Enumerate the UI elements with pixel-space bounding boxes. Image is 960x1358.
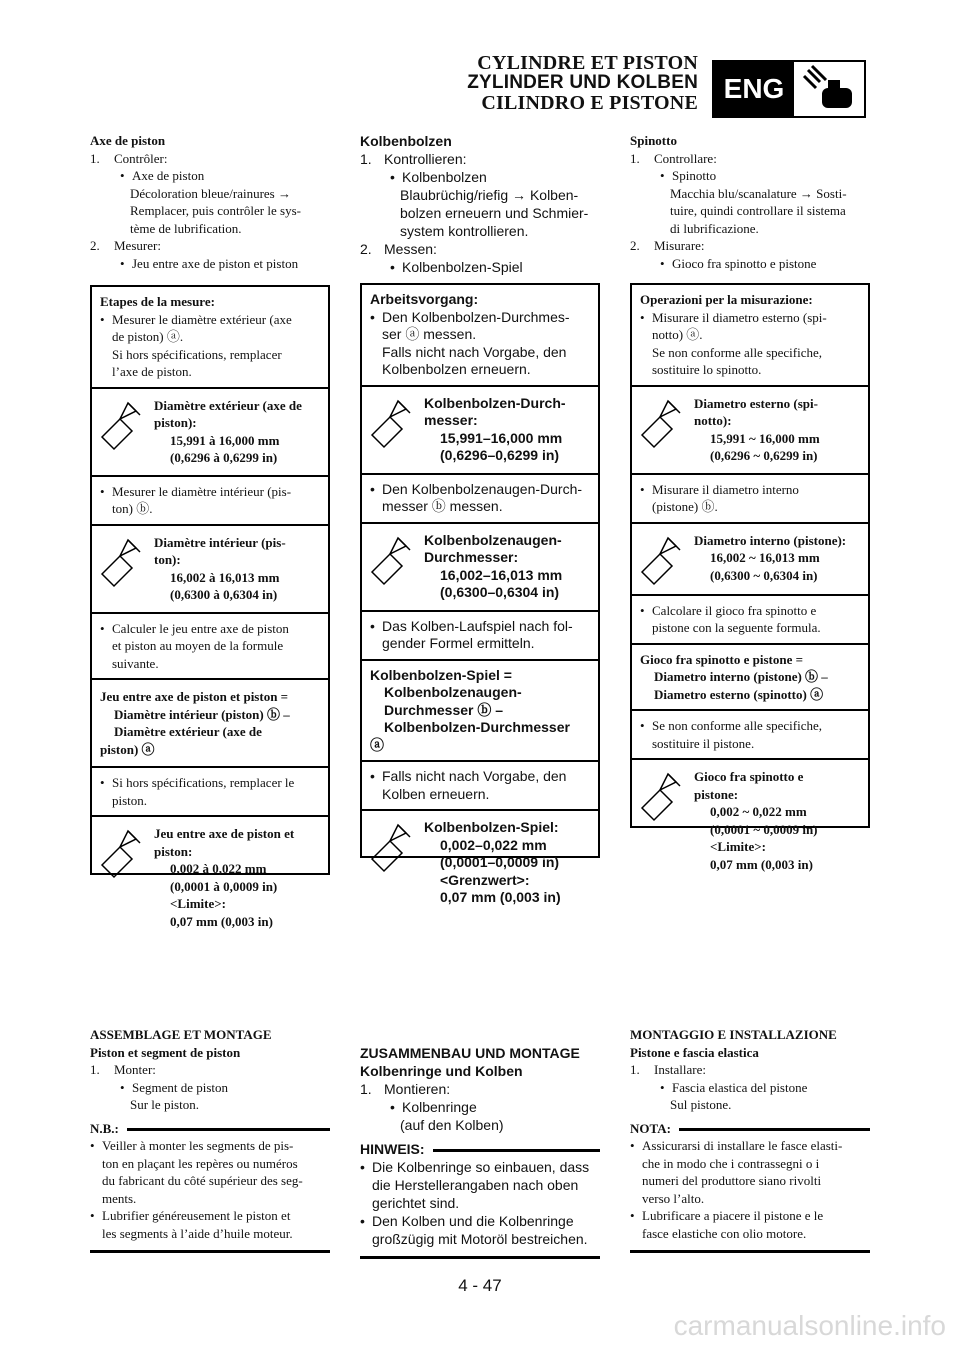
bullet: • — [100, 311, 105, 327]
caliper-icon — [98, 397, 146, 451]
note-text: Den Kolben und die Kolbenringe — [372, 1213, 574, 1229]
spec-value: 15,991–16,000 mm — [440, 429, 563, 446]
spec-value: 0,002 à 0,022 mm — [170, 861, 267, 876]
spec-value: <Grenzwert>: — [440, 871, 530, 888]
formula-text: Diametro interno (pistone) ⓑ – — [654, 669, 828, 684]
caliper-icon — [98, 825, 146, 879]
step-text: (auf den Kolben) — [400, 1117, 504, 1133]
box-text: Mesurer le diamètre intérieur (pis- — [112, 483, 292, 499]
spec-value: 0,07 mm (0,003 in) — [170, 913, 273, 929]
formula-text: Gioco fra spinotto e pistone = — [640, 651, 804, 667]
box-text: Den Kolbenbolzen-Durchmes- — [382, 308, 570, 325]
box-text: notto) ⓐ. — [652, 327, 703, 342]
bullet: • — [640, 481, 645, 497]
step-item: Jeu entre axe de piston et piston — [132, 255, 299, 271]
note-text: ments. — [102, 1190, 137, 1206]
eng-badge — [712, 60, 866, 118]
caliper-icon — [638, 532, 686, 586]
spec-label: Kolbenbolzen-Spiel: — [424, 819, 559, 835]
step-label: Montieren: — [384, 1081, 451, 1097]
assembly-de — [360, 1044, 600, 1259]
caliper-icon — [98, 534, 146, 588]
step-item: Fascia elastica del pistone — [672, 1079, 808, 1095]
box-title: Arbeitsvorgang: — [370, 291, 479, 307]
box-text: Si hors spécifications, remplacer le — [112, 775, 295, 790]
step-item: Kolbenringe — [402, 1099, 477, 1115]
bullet: • — [360, 1213, 365, 1229]
formula-text: Durchmesser ⓑ – — [384, 701, 504, 718]
bullet: • — [370, 480, 375, 497]
measure-box-de — [360, 283, 600, 905]
bullet: • — [100, 775, 105, 790]
formula-text: Kolbenbolzenaugen- — [384, 684, 522, 700]
box-text: sostituire lo spinotto. — [652, 362, 762, 377]
box-title: Etapes de la mesure: — [100, 294, 215, 309]
note-text: Assicurarsi di installare le fasce elasti- — [642, 1138, 843, 1153]
formula-text: Kolbenbolzen-Durchmesser — [384, 719, 570, 735]
step-item: Kolbenbolzen — [402, 169, 487, 185]
box-text: suivante. — [112, 655, 159, 671]
box-text: Den Kolbenbolzenaugen-Durch- — [382, 480, 583, 497]
box-text: Misurare il diametro interno — [652, 481, 799, 497]
step-text: Sul pistone. — [670, 1097, 732, 1112]
box-text: sostituire il pistone. — [652, 735, 755, 751]
spec-value: 15,991 à 16,000 mm — [170, 432, 280, 448]
watermark: carmanualsonline.info — [673, 1310, 946, 1341]
eng-badge-label: ENG — [714, 62, 794, 116]
formula-text: Jeu entre axe de piston et piston = — [100, 689, 289, 704]
spec-value: (0,6300–0,6304 in) — [440, 584, 560, 600]
note-text: les segments à l’aide d’huile moteur. — [102, 1225, 293, 1241]
bullet: • — [640, 718, 645, 733]
spec-value: 0,002–0,022 mm — [440, 836, 547, 853]
step-number: 1. — [90, 150, 100, 166]
step-text: Macchia blu/scanalature → Sosti- — [670, 185, 847, 201]
header-title-it: CILINDRO E PISTONE — [481, 92, 698, 114]
step-item: Spinotto — [672, 168, 717, 183]
spec-label: Jeu entre axe de piston et — [154, 826, 295, 841]
note-text: ton en plaçant les repères ou numéros — [102, 1155, 298, 1171]
box-text: Si hors spécifications, remplacer — [112, 346, 282, 362]
spec-value: 0,07 mm (0,003 in) — [440, 889, 561, 905]
spec-label: pistone: — [694, 786, 739, 802]
measure-box-fr — [90, 285, 330, 929]
bullet: • — [390, 259, 395, 275]
note-text: verso l’alto. — [642, 1190, 705, 1206]
spec-value: (0,6300 à 0,6304 in) — [170, 587, 278, 602]
bullet: • — [660, 255, 665, 271]
bullet: • — [370, 617, 375, 634]
step-text: di lubrificazione. — [670, 220, 759, 236]
box-text: piston. — [112, 792, 148, 808]
bullet: • — [360, 1159, 365, 1175]
assembly-it — [630, 1026, 870, 1253]
note-text: gerichtet sind. — [372, 1195, 460, 1211]
step-number: 1. — [630, 150, 640, 166]
column-de — [360, 132, 600, 276]
box-text: l’axe de piston. — [112, 364, 192, 379]
note-text: che in modo che i contrassegni o i — [642, 1155, 820, 1171]
column-fr — [90, 132, 330, 272]
spec-label: Kolbenbolzenaugen- — [424, 531, 562, 548]
spec-value: (0,0001–0,0009 in) — [440, 854, 560, 870]
page-number: 4 - 47 — [458, 1276, 502, 1295]
step-label: Mesurer: — [114, 238, 161, 253]
note-label: NOTA: — [630, 1120, 671, 1136]
bullet: • — [660, 168, 665, 183]
spec-label: piston): — [154, 415, 197, 430]
spec-label: Gioco fra spinotto e — [694, 769, 804, 784]
box-text: Das Kolben-Laufspiel nach fol- — [382, 617, 573, 634]
box-text: pistone con la seguente formula. — [652, 620, 821, 635]
note-text: numeri del produttore siano rivolti — [642, 1173, 822, 1188]
spec-value: <Limite>: — [710, 839, 766, 854]
caliper-icon — [368, 395, 416, 449]
header-title-fr: CYLINDRE ET PISTON — [477, 52, 698, 74]
caliper-icon — [368, 819, 416, 873]
step-number: 2. — [630, 238, 640, 253]
spec-value: (0,6296 à 0,6299 in) — [170, 450, 278, 465]
bullet: • — [120, 168, 125, 183]
box-text: Calculer le jeu entre axe de piston — [112, 620, 289, 636]
spec-value: 16,002 ~ 16,013 mm — [710, 550, 820, 565]
step-item: Gioco fra spinotto e pistone — [672, 255, 817, 271]
step-label: Kontrollieren: — [384, 151, 467, 167]
measure-box-it — [630, 283, 870, 872]
step-number: 1. — [360, 1081, 372, 1097]
bullet: • — [100, 620, 105, 636]
step-text: Décoloration bleue/rainures → — [130, 185, 291, 201]
box-text: et piston au moyen de la formule — [112, 638, 284, 653]
spec-label: Diamètre intérieur (pis- — [154, 534, 286, 550]
box-text: Misurare il diametro esterno (spi- — [652, 309, 827, 325]
section-title: Kolbenbolzen — [360, 133, 452, 149]
assembly-subtitle: Piston et segment de piston — [90, 1044, 241, 1060]
column-it — [630, 132, 870, 272]
bullet: • — [630, 1208, 635, 1223]
spec-value: (0,0001 à 0,0009 in) — [170, 878, 278, 894]
box-text: ton) ⓑ. — [112, 501, 153, 516]
bullet: • — [370, 308, 375, 325]
step-text: bolzen erneuern und Schmier- — [400, 205, 589, 221]
box-text: ser ⓐ messen. — [382, 326, 477, 342]
step-number: 1. — [630, 1062, 640, 1077]
box-text: Falls nicht nach Vorgabe, den — [382, 343, 567, 360]
spec-label: notto): — [694, 413, 732, 428]
caliper-icon — [638, 395, 686, 449]
assembly-subtitle: Kolbenringe und Kolben — [360, 1063, 523, 1079]
box-text: Kolben erneuern. — [382, 785, 490, 802]
spec-value: (0,6300 ~ 0,6304 in) — [710, 567, 818, 583]
spec-value: 16,002–16,013 mm — [440, 566, 563, 583]
step-label: Monter: — [114, 1062, 156, 1077]
spec-value: 15,991 ~ 16,000 mm — [710, 430, 820, 446]
note-text: fasce elastiche con olio motore. — [642, 1225, 807, 1241]
box-text: de piston) ⓐ. — [112, 329, 184, 344]
spec-label: Durchmesser: — [424, 549, 519, 565]
spec-value: 0,07 mm (0,003 in) — [710, 856, 813, 872]
spec-label: Diamètre extérieur (axe de — [154, 397, 302, 413]
spec-value: (0,6296 ~ 0,6299 in) — [710, 448, 818, 463]
note-text: großzügig mit Motoröl bestreichen. — [372, 1231, 588, 1247]
box-text: Mesurer le diamètre extérieur (axe — [112, 311, 292, 327]
box-text: (pistone) ⓑ. — [652, 499, 718, 514]
step-text: tème de lubrification. — [130, 220, 242, 236]
assembly-subtitle: Pistone e fascia elastica — [630, 1044, 759, 1060]
note-label: N.B.: — [90, 1120, 119, 1136]
step-text: Blaubrüchig/riefig → Kolben- — [400, 187, 579, 203]
assembly-title: MONTAGGIO E INSTALLAZIONE — [630, 1027, 837, 1042]
note-text: du fabricant du côté supérieur des seg- — [102, 1173, 303, 1188]
spec-value: (0,6296–0,6299 in) — [440, 447, 560, 463]
step-label: Misurare: — [654, 238, 705, 253]
spec-label: Diametro interno (pistone): — [694, 532, 847, 548]
step-item: Segment de piston — [132, 1079, 229, 1095]
assembly-fr — [90, 1026, 330, 1253]
spec-label: piston: — [154, 843, 193, 859]
box-text: Se non conforme alle specifiche, — [652, 344, 823, 360]
note-text: Die Kolbenringe so einbauen, dass — [372, 1159, 590, 1175]
caliper-icon — [638, 768, 686, 822]
bullet: • — [90, 1138, 95, 1153]
step-item: Axe de piston — [132, 168, 205, 183]
step-label: Messen: — [384, 241, 437, 257]
note-label: HINWEIS: — [360, 1141, 425, 1157]
step-number: 2. — [360, 241, 372, 257]
spec-label: ton): — [154, 552, 181, 567]
spec-value: <Limite>: — [170, 896, 226, 911]
assembly-title: ASSEMBLAGE ET MONTAGE — [90, 1027, 272, 1042]
assembly-title: ZUSAMMENBAU UND MONTAGE — [360, 1045, 580, 1061]
box-text: Falls nicht nach Vorgabe, den — [382, 768, 567, 784]
step-text: Sur le piston. — [130, 1097, 199, 1112]
spec-label: Diametro esterno (spi- — [694, 395, 818, 411]
formula-text: Kolbenbolzen-Spiel = — [370, 666, 512, 683]
step-text: system kontrollieren. — [400, 223, 529, 239]
step-text: tuire, quindi controllare il sistema — [670, 203, 846, 218]
section-title: Spinotto — [630, 133, 677, 148]
bullet: • — [640, 309, 645, 325]
note-text: die Herstellerangaben nach oben — [372, 1177, 579, 1193]
box-text: messer ⓑ messen. — [382, 498, 503, 514]
step-label: Controllare: — [654, 150, 717, 166]
spec-value: 0,002 ~ 0,022 mm — [710, 804, 807, 819]
bullet: • — [630, 1138, 635, 1153]
bullet: • — [120, 1079, 125, 1095]
bullet: • — [390, 1099, 395, 1115]
formula-text: Diamètre intérieur (piston) ⓑ – — [114, 706, 290, 722]
box-text: gender Formel ermitteln. — [382, 635, 535, 651]
bullet: • — [370, 768, 375, 784]
spec-value: 16,002 à 16,013 mm — [170, 569, 280, 585]
step-label: Installare: — [654, 1062, 706, 1077]
step-item: Kolbenbolzen-Spiel — [402, 259, 523, 275]
caliper-icon — [368, 532, 416, 586]
note-text: Lubrificare a piacere il pistone e le — [642, 1208, 824, 1223]
box-text: Se non conforme alle specifiche, — [652, 718, 823, 733]
box-text: Calcolare il gioco fra spinotto e — [652, 602, 817, 618]
note-text: Lubrifier généreusement le piston et — [102, 1208, 291, 1223]
bullet: • — [660, 1079, 665, 1095]
bullet: • — [120, 255, 125, 271]
step-number: 2. — [90, 238, 100, 253]
formula-text: ⓐ — [370, 736, 384, 753]
step-text: Remplacer, puis contrôler le sys- — [130, 203, 301, 218]
formula-text: Diamètre extérieur (axe de — [114, 724, 262, 739]
step-number: 1. — [360, 151, 372, 167]
spec-label: Kolbenbolzen-Durch- — [424, 394, 566, 411]
box-title: Operazioni per la misurazione: — [640, 292, 813, 307]
step-label: Contrôler: — [114, 150, 168, 166]
step-number: 1. — [90, 1062, 100, 1077]
bullet: • — [640, 602, 645, 618]
bullet: • — [100, 483, 105, 499]
engine-piston-icon — [794, 62, 864, 116]
formula-text: Diametro esterno (spinotto) ⓐ — [654, 686, 824, 702]
header-title-de: ZYLINDER UND KOLBEN — [467, 72, 698, 93]
formula-text: piston) ⓐ — [100, 741, 155, 757]
box-text: Kolbenbolzen erneuern. — [382, 361, 531, 377]
spec-label: messer: — [424, 412, 478, 428]
bullet: • — [390, 169, 395, 185]
bullet: • — [90, 1208, 95, 1223]
section-title: Axe de piston — [90, 133, 166, 148]
note-text: Veiller à monter les segments de pis- — [102, 1138, 294, 1153]
spec-value: (0,0001 ~ 0,0009 in) — [710, 821, 818, 837]
